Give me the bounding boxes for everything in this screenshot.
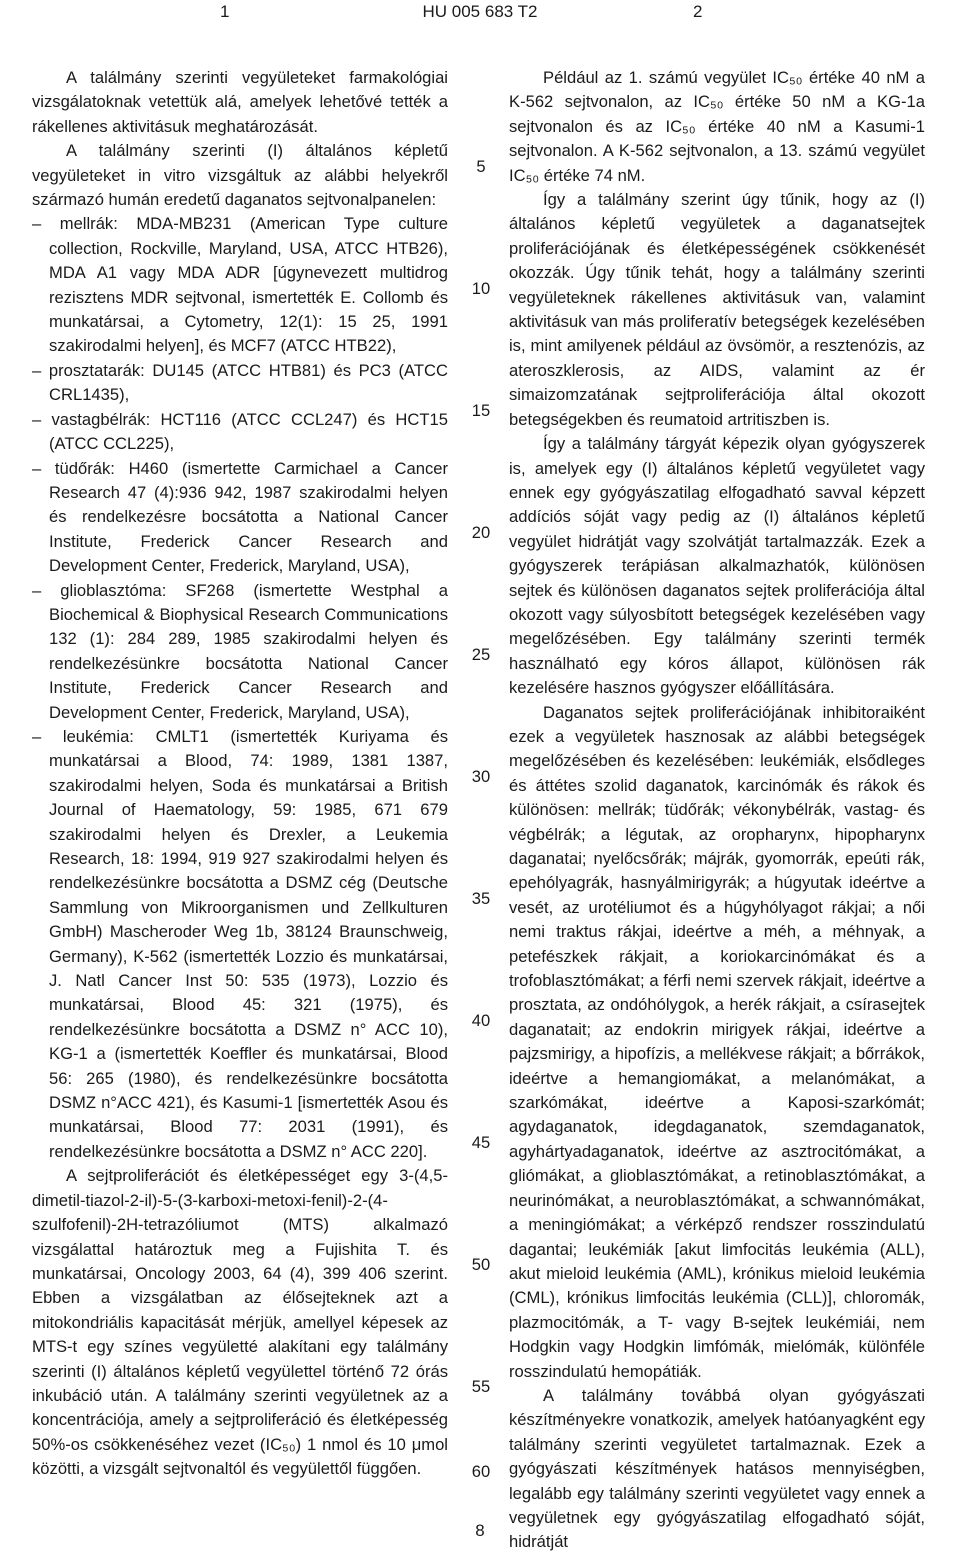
line-number: 15 [471, 401, 491, 420]
line-number: 5 [476, 157, 486, 176]
paragraph: A találmány szerinti (I) általános képletű vegyületeket in vitro vizsgáltuk az alábbi helyekről származó humán eredetű daganatos sejtvonalpanelen: [32, 141, 448, 210]
paragraph: A találmány szerinti vegyületeket farmakológiai vizsgálatoknak vetettük alá, amelyek lehetővé tették a rákellenes aktivitásuk meghatározását. [32, 68, 448, 136]
line-number: 25 [471, 645, 491, 664]
paragraph: A sejtproliferációt és életképességet egy 3-(4,5-dimetil-tiazol-2-il)-5-(3-karboxi-metoxi-fenil)-2-(4-szulfofenil)-2H-tetrazóliumot (MTS) alkalmazó vizsgálattal határoztuk meg a Fujishita T. és munkatársai, Oncology 2003, 64 (4), 399 406 szerint. Ebben a vizsgálatban az élősejteknek azt a mitokondriális kapacitását mérjük, amellyel képesek az MTS-t egy színes vegyületté alakítani egy találmány szerinti (I) általános képletű vegyülettel történő 72 órás inkubáció után. A találmány szerinti vegyületnek az a koncentrációja, amely a sejtproliferáció és életképesség 50%-os csökkenéséhez vezet (IC₅₀) 1 nmol és 10 μmol közötti, a vizsgált sejtvonaltól és vegyülettől függően. [32, 1166, 448, 1479]
paragraph: Így a találmány tárgyát képezik olyan gyógyszerek is, amelyek egy (I) általános képletű vegyületet vagy ennek egy gyógyászatilag elfogadható savval képzett addíciós sóját vagy pedig az (I) általános képletű vegyület hidrátját vagy szolvátját tartalmazzák. Ezek a gyógyszerek terápiásan alkalmazhatók, különösen sejtek és különösen daganatos sejtek proliferációja által okozott vagy súlyosbított betegségek kezelésében vagy megelőzésében. Egy találmány szerinti termék használható egy kóros állapot, különösen rák kezelésére hasznos gyógyszer előállítására. [509, 434, 925, 698]
paragraph: Így a találmány szerint úgy tűnik, hogy az (I) általános képletű vegyületek a daganatsejtek proliferációjának és életképességének csökkenését okozzák. Úgy tűnik tehát, hogy a találmány szerinti vegyületeknek rákellenes aktivitásuk van, valamint aktivitásuk van más proliferatív betegségek kezelésében is, mint amilyenek például az övsömör, a resztenózis, az ateroszklerosis, az AIDS, valamint az ér simaizomzatának sejtproliferációja által okozott betegségekben és reumatoid artritiszben is. [509, 190, 925, 429]
paragraph: Daganatos sejtek proliferációjának inhibitoraiként ezek a vegyületek hasznosak az alábbi betegségek megelőzésében és kezelésében: leukémiák, elsődleges és áttétes szolid daganatok, karcinómák és rákok és különösen: mellrák; tüdőrák; vékonybélrák, vastag- és végbélrák; a légutak, az oropharynx, hipopharynx daganatai; nyelőcsőrák; májrák, gyomorrák, epeúti rák, epehólyagrák, hasnyálmirigyrák; a húgyutak ideértve a vesét, az urotéliumot és a húgyhólyagot rákjai; a női nemi traktus rákjai, ideértve a méh, a méhnyak, a petefészkek rákjait, a koriokarcinómákat és a trofoblasztómákat; a férfi nemi szervek rákjait, ideértve a prosztata, az ondóhólygok, a herék rákjait, a csírasejtek daganatait; az endokrin mirigyek rákjai, ideértve a pajzsmirigy, a hipofízis, a mellékvese rákjait; a bőrrákok, ideértve a hemangiomákat, a melanómákat, a szarkómákat, ideértve a Kaposi-szarkómát; agydaganatok, idegdaganatok, szemdaganatok, agyhártyadaganatok, ideértve az asztrocitómákat, a gliómákat, a glioblasztómákat, a retinoblasztómákat, a neurinómákat, a neuroblasztómákat, a schwannómákat, a meningiómákat; a vérképző rendszer rosszindulatú dagantai; leukémiák [akut limfocitás leukémia (ALL), akut mieloid leukémia (AML), krónikus mieloid leukémia (CML), krónikus limfocitás leukémia (CLL)], chloromák, plazmocitómák, a T- vagy B-sejtek leukémiái, nem Hodgkin vagy Hodgkin limfómák, mielómák, különféle rosszindulatú hemopátiák. [509, 702, 925, 1381]
list-item: – prosztatarák: DU145 (ATCC HTB81) és PC3 (ATCC CRL1435), [32, 360, 448, 405]
line-number: 55 [471, 1377, 491, 1396]
line-number: 50 [471, 1255, 491, 1274]
page-number-left: 1 [220, 2, 230, 21]
list-item: – vastagbélrák: HCT116 (ATCC CCL247) és HCT15 (ATCC CCL225), [32, 409, 448, 454]
line-number: 20 [471, 523, 491, 542]
line-number: 40 [471, 1011, 491, 1030]
list-item: – tüdőrák: H460 (ismertette Carmichael a Cancer Research 47 (4):936 942, 1987 szakirodalmi helyen és rendelkezésre bocsátotta a National Cancer Institute, Frederick Cancer Research and Development Center, Frederick, Maryland, USA), [32, 458, 448, 576]
footer-page-number: 8 [475, 1521, 485, 1540]
patent-number: HU 005 683 T2 [422, 2, 538, 21]
line-number: 60 [471, 1462, 491, 1481]
line-number: 10 [471, 279, 491, 298]
line-number: 35 [471, 889, 491, 908]
page-number-right: 2 [693, 2, 703, 21]
line-number: 30 [471, 767, 491, 786]
line-number: 45 [471, 1133, 491, 1152]
right-column [509, 66, 925, 1555]
left-column [32, 66, 448, 1482]
paragraph: A találmány továbbá olyan gyógyászati készítményekre vonatkozik, amelyek hatóanyagként egy találmány szerinti vegyületet tartalmaznak. Ezek a gyógyászati készítmények hatásos mennyiségben, legalább egy találmány szerinti vegyületet vagy ennek a vegyületnek egy gyógyászatilag elfogadható sóját, hidrátját [509, 1385, 925, 1552]
paragraph: Például az 1. számú vegyület IC₅₀ értéke 40 nM a K-562 sejtvonalon, az IC₅₀ értéke 50 nM a KG-1a sejtvonalon és az IC₅₀ értéke 40 nM a Kasumi-1 sejtvonalon. A K-562 sejtvonalon, a 13. számú vegyület IC₅₀ értéke 74 nM. [509, 68, 925, 185]
list-item: – leukémia: CMLT1 (ismertették Kuriyama és munkatársai a Blood, 74: 1989, 1381 1387, szakirodalmi helyen, Soda és munkatársai a British Journal of Haematology, 59: 1985, 671 679 szakirodalmi helyen és Drexler, a Leukemia Research, 18: 1994, 919 927 szakirodalmi helyen és rendelkezésünkre bocsátotta a DSMZ cég (Deutsche Sammlung von Mikroorganismen und Zellkulturen GmbH) Mascheroder Weg 1b, 38124 Braunschweig, Germany), K-562 (ismertették Lozzio és munkatársai, J. Natl Cancer Inst 50: 535 (1973), Lozzio és munkatársai, Blood 45: 321 (1975), és rendelkezésünkre bocsátotta a DSMZ n° ACC 10), KG-1 a (ismertették Koeffler és munkatársai, Blood 56: 265 (1980), és rendelkezésünkre bocsátotta DSMZ n°ACC 421), és Kasumi-1 [ismertették Asou és munkatársai, Blood 77: 2031 (1991), és rendelkezésünkre bocsátotta a DSMZ n° ACC 220]. [32, 726, 448, 1161]
list-item: – glioblasztóma: SF268 (ismertette Westphal a Biochemical & Biophysical Research Communications 132 (1): 284 289, 1985 szakirodalmi helyen és rendelkezésünkre bocsátotta National Cancer Institute, Frederick Cancer Research and Development Center, Frederick, Maryland, USA), [32, 580, 448, 722]
list-item: – mellrák: MDA-MB231 (American Type culture collection, Rockville, Maryland, USA, ATCC HTB26), MDA A1 vagy MDA ADR [úgynevezett multidrog rezisztens MDR sejtvonal, ismertették E. Collomb és munkatársai, a Cytometry, 12(1): 15 25, 1991 szakirodalmi helyen], és MCF7 (ATCC HTB22), [32, 214, 448, 356]
